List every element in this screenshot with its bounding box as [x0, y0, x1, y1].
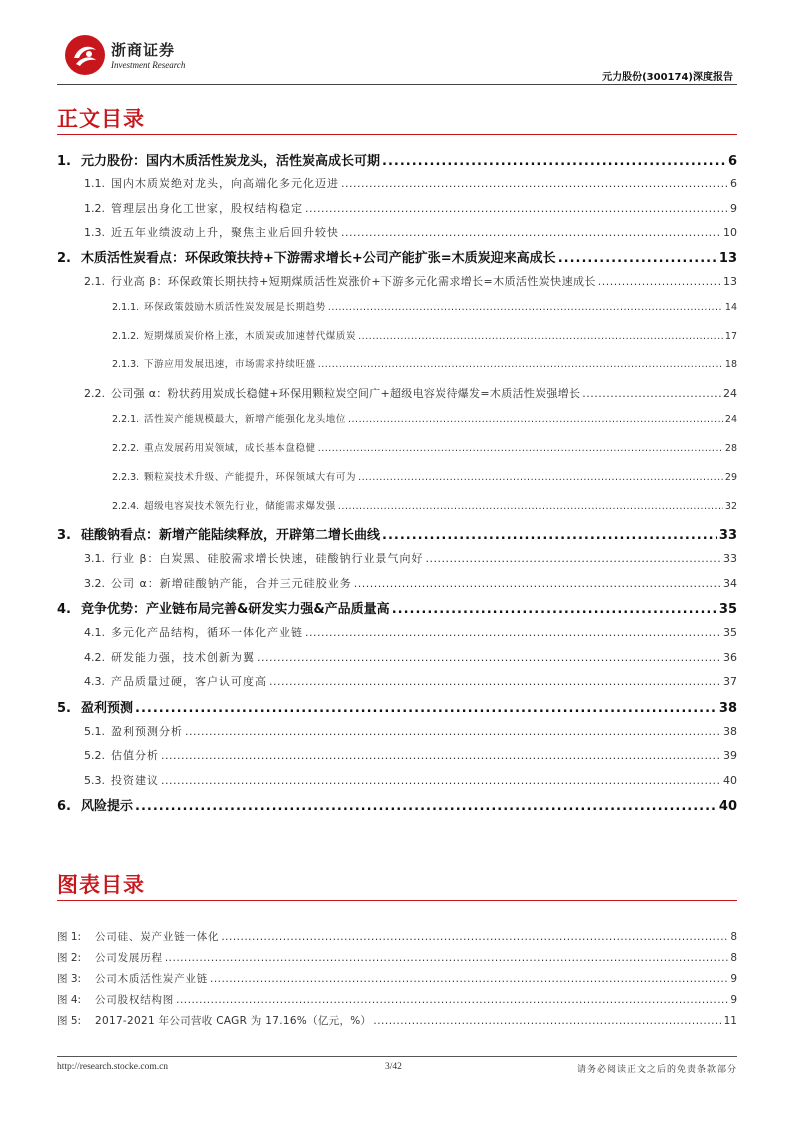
toc-leader-dots: [358, 331, 723, 342]
toc-entry-number: 1.1.: [84, 177, 105, 190]
figure-entry-text: 2017-2021 年公司营收 CAGR 为 17.16%（亿元，%）: [95, 1015, 372, 1027]
toc-entry-text: 超级电容炭技术领先行业，储能需求爆发强: [144, 501, 336, 512]
figures-title: 图表目录: [57, 873, 145, 897]
report-title: 元力股份(300174)深度报告: [602, 72, 733, 83]
toc-leader-dots: [185, 725, 721, 738]
toc-entry-text: 盈利预测: [81, 701, 134, 716]
toc-leader-dots: [582, 387, 721, 400]
toc-entry-text: 盈利预测分析: [111, 725, 183, 738]
toc-entry-page: 39: [723, 749, 737, 762]
logo-chinese-name: 浙商证券: [111, 41, 176, 59]
toc-leader-dots: [161, 774, 721, 787]
toc-leader-dots: [358, 472, 723, 483]
toc-entry-text: 行业 β：白炭黑、硅胶需求增长快速，硅酸钠行业景气向好: [111, 552, 424, 565]
toc-entry-number: 2.1.: [84, 275, 105, 288]
toc-entry-text: 投资建议: [111, 774, 159, 787]
toc-entry-number: 3.2.: [84, 577, 105, 590]
toc-entry-text: 管理层出身化工世家，股权结构稳定: [111, 202, 303, 215]
toc-entry[interactable]: [84, 772, 737, 788]
figure-entry-page: 9: [730, 994, 737, 1006]
toc-entry-text: 公司强 α：粉状药用炭成长稳健+环保用颗粒炭空间广+超级电容炭待爆发=木质活性炭强增长: [111, 387, 581, 400]
toc-entry-text: 近五年业绩波动上升，聚焦主业后回升较快: [111, 226, 339, 239]
toc-entry-page: 33: [723, 552, 737, 565]
toc-leader-dots: [354, 577, 721, 590]
toc-entry-number: 2.1.3.: [112, 359, 140, 370]
toc-entry-text: 产品质量过硬，客户认可度高: [111, 675, 267, 688]
figure-entry-number: 图 3:: [57, 973, 82, 985]
toc-entry[interactable]: [84, 649, 737, 665]
toc-entry-text: 研发能力强，技术创新为翼: [111, 651, 255, 664]
toc-entry-page: 17: [724, 331, 737, 342]
toc-entry[interactable]: [112, 469, 737, 483]
toc-entry-number: 5.: [57, 701, 71, 716]
figure-entry-number: 图 5:: [57, 1015, 82, 1027]
toc-entry-page: 35: [723, 626, 737, 639]
toc-entry-page: 9: [730, 202, 737, 215]
toc-entry-page: 40: [718, 799, 737, 814]
toc-entry[interactable]: [57, 524, 737, 543]
header-divider: [57, 84, 737, 85]
toc-entry[interactable]: [84, 385, 737, 401]
toc-title-divider: [57, 134, 737, 135]
figure-entry[interactable]: [57, 1013, 737, 1028]
toc-entry-page: 40: [723, 774, 737, 787]
footer-disclaimer: 请务必阅读正文之后的免责条款部分: [576, 1065, 737, 1075]
toc-entry[interactable]: [112, 498, 737, 512]
toc-entry[interactable]: [57, 247, 737, 266]
toc-entry[interactable]: [84, 723, 737, 739]
toc-leader-dots: [392, 602, 717, 617]
toc-entry-page: 38: [723, 725, 737, 738]
footer-url-link[interactable]: http://research.stocke.com.cn: [57, 1062, 169, 1072]
figure-entry-text: 公司发展历程: [95, 952, 163, 964]
toc-entry-text: 环保政策鼓励木质活性炭发展是长期趋势: [144, 302, 326, 313]
toc-entry-number: 2.2.: [84, 387, 105, 400]
toc-entry-text: 公司 α：新增硅酸钠产能，合并三元硅胶业务: [111, 577, 352, 590]
toc-entry-number: 4.1.: [84, 626, 105, 639]
toc-leader-dots: [338, 501, 723, 512]
toc-entry-number: 2.2.1.: [112, 414, 140, 425]
figure-entry[interactable]: [57, 971, 737, 986]
toc-entry-number: 5.1.: [84, 725, 105, 738]
toc-entry[interactable]: [84, 550, 737, 566]
toc-entry[interactable]: [84, 624, 737, 640]
toc-leader-dots: [161, 749, 721, 762]
company-logo-icon: [64, 34, 106, 76]
footer-page-indicator: 3/42: [385, 1062, 402, 1072]
toc-entry-number: 6.: [57, 799, 71, 814]
toc-entry[interactable]: [84, 200, 737, 216]
toc-entry-number: 2.1.2.: [112, 331, 140, 342]
figure-leader-dots: [210, 973, 728, 985]
figure-entry-number: 图 2:: [57, 952, 82, 964]
toc-leader-dots: [426, 552, 721, 565]
toc-entry-text: 元力股份：国内木质活性炭龙头，活性炭高成长可期: [81, 154, 381, 169]
toc-entry-number: 2.: [57, 251, 71, 266]
toc-entry-number: 3.: [57, 528, 71, 543]
toc-entry[interactable]: [112, 328, 737, 342]
toc-leader-dots: [257, 651, 721, 664]
figure-entry-page: 8: [730, 952, 737, 964]
toc-leader-dots: [269, 675, 721, 688]
figure-entry-number: 图 4:: [57, 994, 82, 1006]
toc-entry[interactable]: [57, 697, 737, 716]
toc-entry[interactable]: [84, 273, 737, 289]
toc-entry-page: 32: [724, 501, 737, 512]
logo-english-name: Investment Research: [111, 60, 186, 70]
toc-entry-text: 活性炭产能规模最大，新增产能强化龙头地位: [144, 414, 347, 425]
toc-entry-page: 13: [723, 275, 737, 288]
toc-entry-text: 估值分析: [111, 749, 159, 762]
toc-entry[interactable]: [57, 598, 737, 617]
figure-leader-dots: [165, 952, 729, 964]
toc-entry[interactable]: [112, 440, 737, 454]
toc-leader-dots: [305, 626, 721, 639]
toc-entry-page: 28: [724, 443, 737, 454]
toc-entry[interactable]: [57, 150, 737, 169]
toc-entry-page: 33: [718, 528, 737, 543]
toc-leader-dots: [328, 302, 723, 313]
toc-entry[interactable]: [57, 795, 737, 814]
toc-entry-page: 13: [718, 251, 737, 266]
toc-entry-number: 3.1.: [84, 552, 105, 565]
figure-entry[interactable]: [57, 929, 737, 944]
toc-entry-page: 29: [724, 472, 737, 483]
toc-entry-number: 2.2.4.: [112, 501, 140, 512]
figure-leader-dots: [176, 994, 728, 1006]
toc-leader-dots: [135, 701, 717, 716]
toc-entry-page: 24: [723, 387, 737, 400]
toc-entry-page: 10: [723, 226, 737, 239]
toc-entry-number: 2.1.1.: [112, 302, 140, 313]
toc-entry-number: 1.: [57, 154, 71, 169]
figure-entry-text: 公司木质活性炭产业链: [95, 973, 208, 985]
toc-entry-text: 多元化产品结构，循环一体化产业链: [111, 626, 303, 639]
toc-leader-dots: [382, 528, 717, 543]
toc-entry[interactable]: [84, 224, 737, 240]
toc-entry-number: 5.2.: [84, 749, 105, 762]
toc-entry-number: 1.2.: [84, 202, 105, 215]
toc-leader-dots: [341, 226, 721, 239]
toc-entry[interactable]: [84, 673, 737, 689]
page-header: [57, 30, 737, 85]
toc-entry-text: 短期煤质炭价格上涨，木质炭或加速替代煤质炭: [144, 331, 357, 342]
toc-leader-dots: [305, 202, 728, 215]
toc-entry[interactable]: [84, 747, 737, 763]
toc-entry-page: 24: [724, 414, 737, 425]
toc-entry-page: 14: [724, 302, 737, 313]
figure-leader-dots: [373, 1015, 721, 1027]
toc-entry-text: 下游应用发展迅速，市场需求持续旺盛: [144, 359, 316, 370]
toc-entry-page: 36: [723, 651, 737, 664]
toc-entry-text: 木质活性炭看点：环保政策扶持+下游需求增长+公司产能扩张=木质炭迎来高成长: [81, 251, 556, 266]
toc-title: 正文目录: [57, 107, 145, 131]
figure-entry[interactable]: [57, 992, 737, 1007]
toc-entry-number: 4.: [57, 602, 71, 617]
figure-entry[interactable]: [57, 950, 737, 965]
figure-entry-page: 9: [730, 973, 737, 985]
toc-entry-text: 重点发展药用炭领域，成长基本盘稳健: [144, 443, 316, 454]
toc-entry-number: 4.2.: [84, 651, 105, 664]
figure-entry-page: 8: [730, 931, 737, 943]
toc-entry[interactable]: [112, 299, 737, 313]
footer-divider: [57, 1056, 737, 1057]
toc-entry-page: 38: [718, 701, 737, 716]
toc-entry-text: 风险提示: [81, 799, 134, 814]
figures-title-divider: [57, 900, 737, 901]
toc-leader-dots: [318, 443, 723, 454]
toc-entry-page: 6: [730, 177, 737, 190]
toc-entry-page: 34: [723, 577, 737, 590]
toc-entry-text: 颗粒炭技术升级、产能提升，环保领域大有可为: [144, 472, 357, 483]
toc-entry-page: 18: [724, 359, 737, 370]
toc-entry-text: 竞争优势：产业链布局完善&研发实力强&产品质量高: [81, 602, 390, 617]
toc-entry-number: 1.3.: [84, 226, 105, 239]
toc-entry-number: 2.2.2.: [112, 443, 140, 454]
toc-entry-number: 2.2.3.: [112, 472, 140, 483]
toc-entry[interactable]: [84, 575, 737, 591]
toc-leader-dots: [558, 251, 717, 266]
toc-entry-page: 35: [718, 602, 737, 617]
toc-leader-dots: [348, 414, 723, 425]
toc-entry-number: 5.3.: [84, 774, 105, 787]
toc-entry[interactable]: [112, 411, 737, 425]
toc-leader-dots: [598, 275, 721, 288]
toc-leader-dots: [318, 359, 723, 370]
toc-entry-page: 37: [723, 675, 737, 688]
figure-leader-dots: [221, 931, 728, 943]
figure-entry-page: 11: [723, 1015, 737, 1027]
toc-entry-text: 硅酸钠看点：新增产能陆续释放，开辟第二增长曲线: [81, 528, 381, 543]
toc-entry-text: 国内木质炭绝对龙头，向高端化多元化迈进: [111, 177, 339, 190]
figure-entry-text: 公司硅、炭产业链一体化: [95, 931, 220, 943]
toc-entry[interactable]: [84, 175, 737, 191]
toc-entry-number: 4.3.: [84, 675, 105, 688]
toc-leader-dots: [135, 799, 717, 814]
toc-leader-dots: [382, 154, 726, 169]
toc-entry[interactable]: [112, 356, 737, 370]
toc-entry-text: 行业高 β：环保政策长期扶持+短期煤质活性炭涨价+下游多元化需求增长=木质活性炭快速成长: [111, 275, 596, 288]
toc-entry-page: 6: [727, 154, 737, 169]
figure-entry-number: 图 1:: [57, 931, 82, 943]
figure-entry-text: 公司股权结构图: [95, 994, 175, 1006]
toc-leader-dots: [341, 177, 728, 190]
